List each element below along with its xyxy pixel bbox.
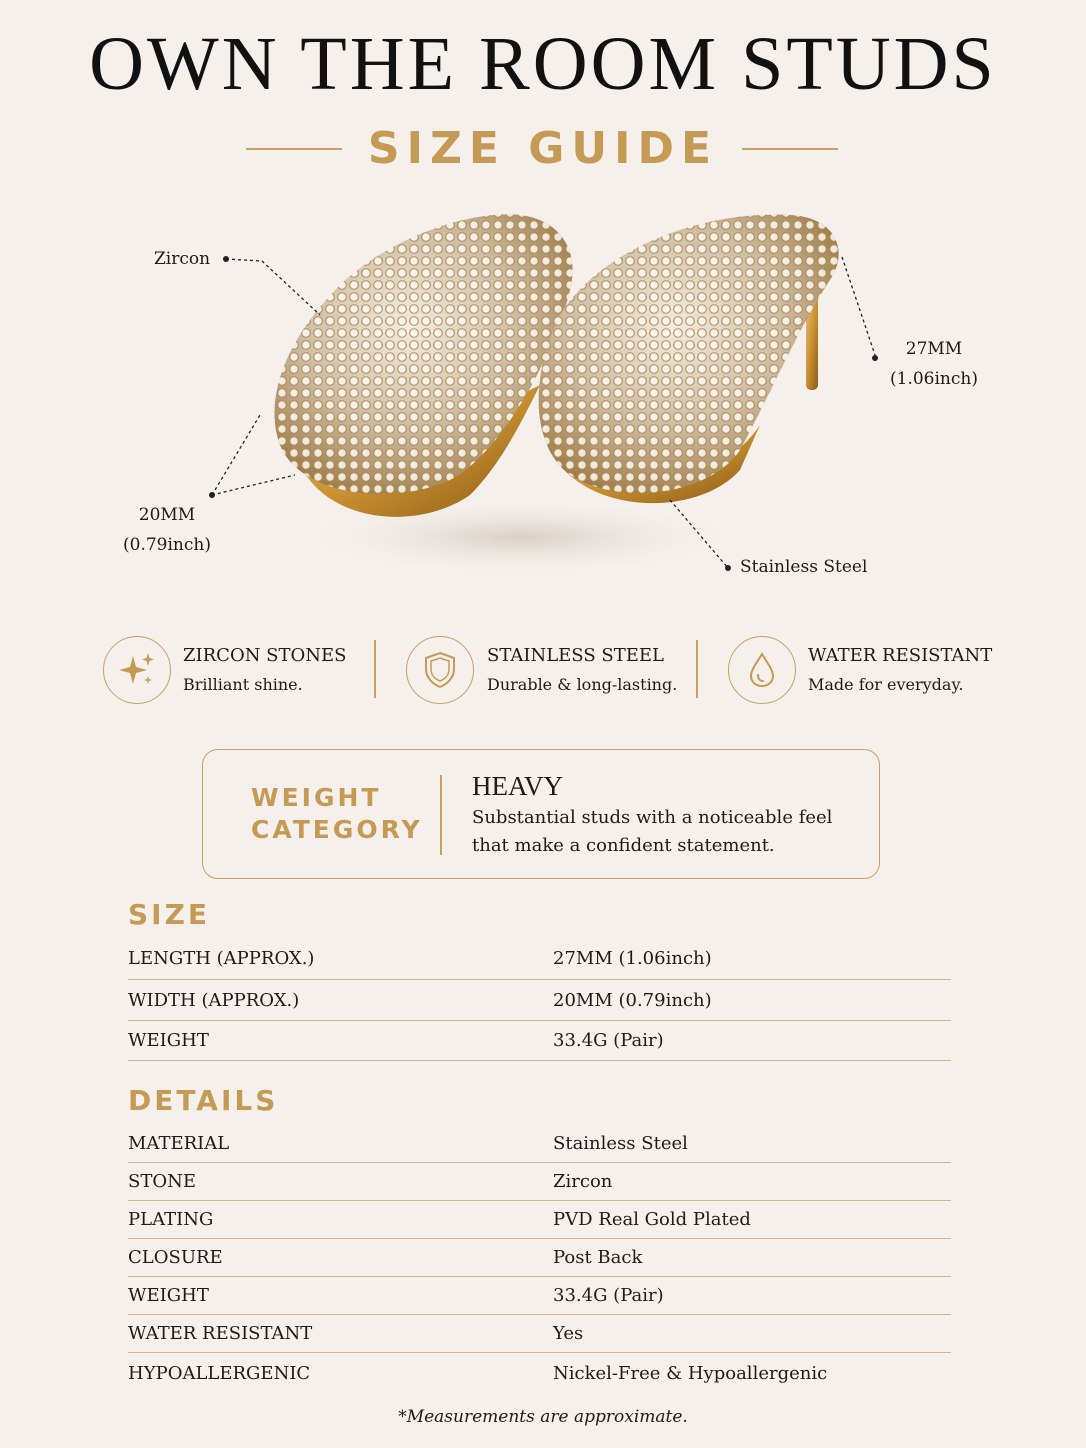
size-label: LENGTH (APPROX.) xyxy=(128,948,315,969)
weight-category-label xyxy=(251,782,423,846)
feature-water-icon-circle xyxy=(728,636,796,704)
table-row xyxy=(128,1163,951,1201)
size-value: 20MM (0.79inch) xyxy=(553,989,712,1011)
feature-steel-subtitle: Durable & long-lasting. xyxy=(487,675,678,694)
table-row xyxy=(128,1239,951,1277)
feature-water-subtitle: Made for everyday. xyxy=(808,675,964,694)
detail-label: WATER RESISTANT xyxy=(128,1323,313,1344)
callout-stainless-steel: Stainless Steel xyxy=(740,557,868,577)
detail-value: Stainless Steel xyxy=(553,1133,688,1154)
detail-value: Zircon xyxy=(553,1171,613,1192)
callout-length xyxy=(884,334,984,394)
detail-value: 33.4G (Pair) xyxy=(553,1285,664,1306)
weight-category-description-line2: that make a confident statement. xyxy=(472,835,775,856)
feature-zircon-subtitle: Brilliant shine. xyxy=(183,675,303,694)
size-heading: SIZE xyxy=(128,898,211,931)
callout-length-mm: 27MM xyxy=(905,339,963,359)
weight-category-description xyxy=(472,804,832,860)
detail-label: WEIGHT xyxy=(128,1285,209,1306)
detail-value: Post Back xyxy=(553,1247,643,1268)
size-value: 33.4G (Pair) xyxy=(553,1030,664,1051)
detail-label: HYPOALLERGENIC xyxy=(128,1362,311,1384)
shield-icon xyxy=(420,650,460,690)
callout-width-inch: (0.79inch) xyxy=(123,535,211,555)
page-title: OWN THE ROOM STUDS xyxy=(89,22,997,106)
weight-category-description-line1: Substantial studs with a noticeable feel xyxy=(472,807,833,828)
weight-category-label-line1: WEIGHT xyxy=(251,783,382,812)
detail-label: PLATING xyxy=(128,1209,214,1230)
feature-zircon-icon-circle xyxy=(103,636,171,704)
details-table xyxy=(128,1125,951,1393)
feature-divider-1 xyxy=(374,640,376,698)
detail-label: STONE xyxy=(128,1171,196,1192)
table-row xyxy=(128,1201,951,1239)
weight-box-divider xyxy=(440,775,442,855)
callout-length-inch: (1.06inch) xyxy=(890,369,978,389)
subtitle-rule-right xyxy=(742,148,838,150)
sparkle-icon xyxy=(117,650,157,690)
detail-label: MATERIAL xyxy=(128,1133,230,1154)
size-label: WEIGHT xyxy=(128,1030,209,1051)
table-row xyxy=(128,1021,951,1061)
callout-zircon: Zircon xyxy=(154,249,211,269)
detail-value: Yes xyxy=(553,1323,584,1344)
callout-width xyxy=(117,500,217,560)
measurement-footnote: *Measurements are approximate. xyxy=(398,1407,688,1427)
table-row xyxy=(128,1353,951,1393)
feature-divider-2 xyxy=(696,640,698,698)
feature-steel-title: STAINLESS STEEL xyxy=(487,645,664,666)
detail-value: PVD Real Gold Plated xyxy=(553,1209,751,1230)
table-row xyxy=(128,1315,951,1353)
details-heading: DETAILS xyxy=(128,1084,279,1117)
feature-water-title: WATER RESISTANT xyxy=(808,645,993,666)
detail-label: CLOSURE xyxy=(128,1247,223,1268)
table-row xyxy=(128,1277,951,1315)
table-row xyxy=(128,980,951,1021)
callout-width-mm: 20MM xyxy=(138,505,196,525)
weight-category-value: HEAVY xyxy=(472,771,564,801)
weight-category-label-line2: CATEGORY xyxy=(251,815,423,844)
size-table xyxy=(128,938,951,1061)
page-subtitle: SIZE GUIDE xyxy=(367,123,719,174)
detail-value: Nickel-Free & Hypoallergenic xyxy=(553,1362,828,1384)
table-row xyxy=(128,1125,951,1163)
table-row xyxy=(128,938,951,980)
feature-steel-icon-circle xyxy=(406,636,474,704)
size-value: 27MM (1.06inch) xyxy=(553,948,712,969)
water-drop-icon xyxy=(742,650,782,690)
feature-zircon-title: ZIRCON STONES xyxy=(183,645,347,666)
size-label: WIDTH (APPROX.) xyxy=(128,989,300,1011)
